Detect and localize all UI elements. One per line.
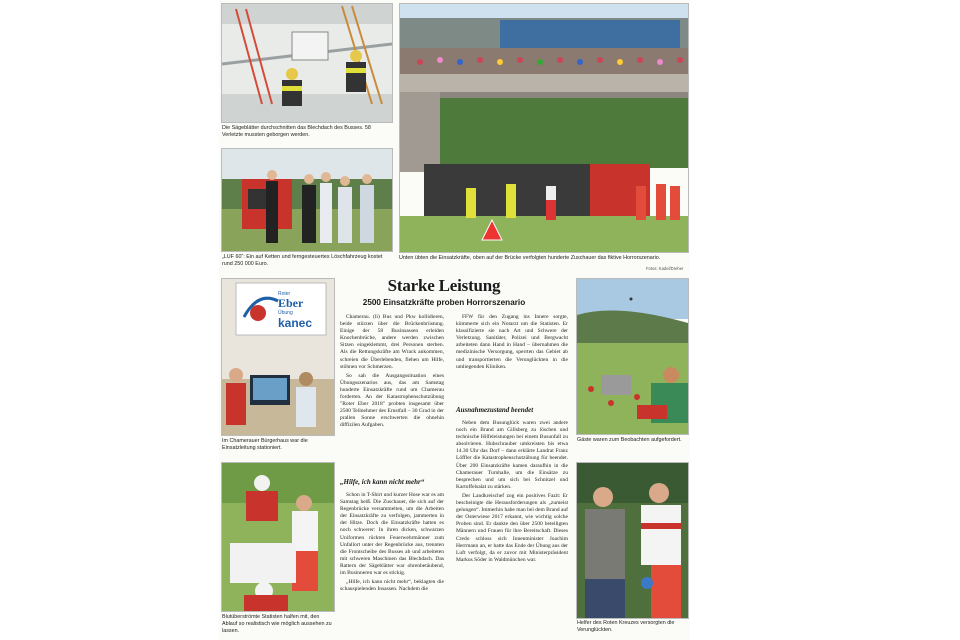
logo-eber: Eber [278,296,304,310]
col2b-paragraph: Neben dem Busunglück waren zwei andere noch ein Brand am Gillsberg zu löschen und technische Hilfeleistungen bei einem Busunfall zu absolvieren. Hubschrauber umkreisten bis etwa 14.30 Uhr das Dorf – dann erklärte Landrat Franz Löffler die Katastrophenschutzübung für beendet. Über 200 Einsatzkräfte kamen daraufhin in die Chamerauer Turnhalle, um die Einsätze zu besprechen und um sich bei Schnitzel und Kartoffelsalat zu stärken. [456,420,568,490]
article-column-1b [340,492,444,595]
col2-paragraph: FFW für den Zugang ins Innere sorgte, kümmerte sich ein Notarzt um die Statisten. Er klassifizierte sie nach Art und Schwere der Verletzung. Sanitäter, Polizei und Bergwacht arbeiteten dann Hand in Hand – übernahmen die medizinische Versorgung, sperrten das Gebiet ab und transportierten die Verunglückten in die umliegenden Kliniken. [456,314,568,370]
photo-spectators [576,278,689,435]
caption-luf: „LUF 60“: Ein auf Ketten und ferngesteuertes Löschfahrzeug kostet rund 250 000 Euro. [222,254,383,267]
photo-stretcher [221,462,335,612]
col1-paragraph: Chamerau. (li) Bus und Pkw kollidieren, beide stürzen über die Brückenbrüstung. Einige der 58 Businsassen erleiden Knochenbrüche, andere werden zwischen Sitzen eingeklemmt, drei Personen sterben. Als die Rettungskräfte am Wrack ankommen, schreien die Überlebenden, flehen um Hilfe, stöhnen vor Schmerzen. [340,314,444,370]
caption-office: Im Chamerauer Bürgerhaus war die Einsatzleitung stationiert. [222,438,308,451]
caption-bridge: Unten übten die Einsatzkräfte, oben auf der Brücke verfolgten hunderte Zuschauer das fiktive Horrorszenario. [399,255,661,261]
photo-credit: Fotos: Kadel/Dreher [646,266,684,271]
caption-spectators: Gäste waren zum Beobachten aufgefordert. [577,437,682,443]
logo-uebung: Übung [278,310,293,316]
col2b-paragraph: Der Landkreischef zog ein positives Fazit: Er bescheinigte die Herausforderungen als „zumeist gelungen“. Immerhin habe man bei dem Brand auf der Osterwiese 2017 erkannt, wie wichtig solche Proben sind. Er dankte den über 2500 beteiligten Männern und Frauen für ihre Bereitschaft. Dieses Credo schloss sich Innenminister Joachim Herrmann an, er hatte das Ende der Übung aus der Luft verfolgt, da er zuvor mit Ministerpräsident Markus Söder in Waldmünchen war. [456,492,568,563]
caption-saw: Die Sägeblätter durchschnitten das Blechdach des Busses. 58 Verletzte mussten geborgen werden. [222,125,371,138]
logo-kanec: kanec [278,316,313,330]
photo-command-office [221,278,335,436]
photo-luf60-group [221,148,393,252]
article-column-2b [456,420,568,566]
col1b-paragraph: Schon in T-Shirt und kurzer Hose war es am Samstag heiß. Die Zuschauer, die sich auf der Regenbrücke versammelten, um die Arbeiten der Einsatzkräfte zu verfolgen, jammerten in der Hitze. Doch die Einsatzkräfte hatten es noch schwerer: In ihren dicken, schwarzen Uniformen rückten Feuerwehrmänner zum Unfallort unter der Regenbrücke aus, trennten die Frontscheibe des Busses ab und arbeiteten mit schweren Maschinen das Blechdach. Das Rattern der Sägeblätter war ohrenbetäubend, im Businneren war es stickig. [340,492,444,577]
col1-paragraph: So sah die Ausgangssituation eines Übungsszenarios aus, das am Samstag hunderte Einsatzkräfte rund um Chamerau forderten. An der Katastrophenschutzübung "Roter Eber 2018" probten insgesamt über 2500 Teilnehmer des Ernstfall – 30 Grad in der prallen Sonne erschwerten die ohnehin diffizilen Aufgaben. [340,372,444,429]
logo-roter: Roter [278,291,291,297]
article-column-1 [340,314,444,432]
article-subheadline: 2500 Einsatzkräfte proben Horrorszenario [362,298,526,307]
photo-redcross [576,462,689,619]
photo-bridge-bus-scene [399,3,689,253]
col1b-paragraph: „Hilfe, ich kann nicht mehr“, beklagten die schauspielenden Insassen. Nachdem die [340,579,444,593]
photo-saw-bus-roof [221,3,393,123]
intertitle-ausnahmezustand: Ausnahmezustand beendet [456,406,534,414]
article-column-2 [456,314,568,373]
caption-stretcher: Blutüberströmte Statisten halfen mit, den Ablauf so realistisch wie möglich aussehen zu lassen. [222,614,332,634]
article-headline: Starke Leistung [387,276,501,295]
intertitle-hilfe: „Hilfe, ich kann nicht mehr“ [340,478,425,486]
caption-redcross: Helfer des Roten Kreuzes versorgten die Verunglückten. [577,620,675,633]
